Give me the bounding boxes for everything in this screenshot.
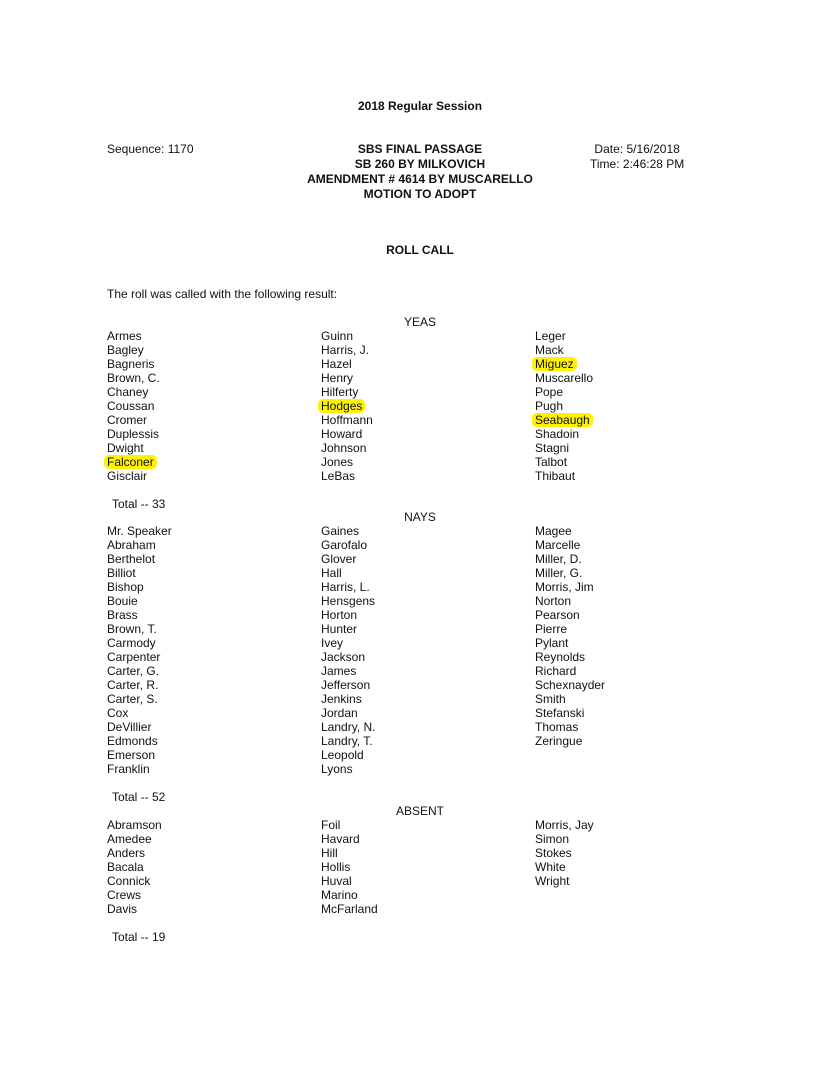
legislator-name: Marcelle xyxy=(535,538,581,552)
section-heading: YEAS xyxy=(403,315,436,329)
legislator-name: Bouie xyxy=(107,594,138,608)
legislator-name: Stagni xyxy=(535,441,570,455)
section-total: Total -- 33 xyxy=(112,497,166,511)
legislator-name: Ivey xyxy=(321,636,344,650)
legislator-name: Hunter xyxy=(321,622,358,636)
legislator-name: Talbot xyxy=(535,455,568,469)
name-column xyxy=(321,524,375,776)
legislator-name: Carter, G. xyxy=(107,664,160,678)
legislator-name: Cox xyxy=(107,706,129,720)
legislator-name: Huval xyxy=(321,874,352,888)
legislator-name: Franklin xyxy=(107,762,150,776)
legislator-name: Cromer xyxy=(107,413,148,427)
legislator-name: Gisclair xyxy=(107,469,148,483)
legislator-name: LeBas xyxy=(321,469,356,483)
roll-call-heading: ROLL CALL xyxy=(386,243,454,257)
legislator-name: Duplessis xyxy=(107,427,160,441)
legislator-name: Amedee xyxy=(107,832,152,846)
legislator-name: Leopold xyxy=(321,748,364,762)
date-time xyxy=(590,142,684,172)
legislator-name: Howard xyxy=(321,427,363,441)
legislator-name: Norton xyxy=(535,594,572,608)
name-column xyxy=(321,329,373,483)
legislator-name: Jackson xyxy=(321,650,366,664)
legislator-name: Lyons xyxy=(321,762,353,776)
legislator-name: Wright xyxy=(535,874,570,888)
legislator-name: Guinn xyxy=(321,329,354,343)
legislator-name: Henry xyxy=(321,371,354,385)
legislator-name: Richard xyxy=(535,664,577,678)
legislator-name: Thibaut xyxy=(535,469,576,483)
legislator-name: Berthelot xyxy=(107,552,156,566)
legislator-name: Brass xyxy=(107,608,138,622)
legislator-name: Bacala xyxy=(107,860,144,874)
legislator-name: Jordan xyxy=(321,706,358,720)
legislator-name: DeVillier xyxy=(107,720,152,734)
legislator-name: Emerson xyxy=(107,748,156,762)
legislator-name: Hodges xyxy=(318,399,365,413)
legislator-name: Bishop xyxy=(107,580,144,594)
legislator-name: Garofalo xyxy=(321,538,368,552)
legislator-name: Armes xyxy=(107,329,142,343)
legislator-name: Harris, L. xyxy=(321,580,370,594)
session-title: 2018 Regular Session xyxy=(357,99,483,113)
legislator-name: Davis xyxy=(107,902,138,916)
legislator-name: Stefanski xyxy=(535,706,585,720)
legislator-name: Stokes xyxy=(535,846,572,860)
vote-section-nays xyxy=(0,510,840,804)
legislator-name: Glover xyxy=(321,552,357,566)
name-column xyxy=(107,524,172,776)
section-total: Total -- 52 xyxy=(112,790,166,804)
legislator-name: Jones xyxy=(321,455,354,469)
legislator-name: James xyxy=(321,664,357,678)
name-column xyxy=(321,818,378,916)
legislator-name: Landry, N. xyxy=(321,720,376,734)
intro-text: The roll was called with the following result: xyxy=(107,287,338,301)
legislator-name: Thomas xyxy=(535,720,579,734)
legislator-name: Pugh xyxy=(535,399,564,413)
legislator-name: Leger xyxy=(535,329,566,343)
name-column xyxy=(535,524,605,748)
legislator-name: Chaney xyxy=(107,385,149,399)
legislator-name: Johnson xyxy=(321,441,367,455)
legislator-name: Hensgens xyxy=(321,594,376,608)
legislator-name: Jenkins xyxy=(321,692,362,706)
legislator-name: Morris, Jim xyxy=(535,580,594,594)
legislator-name: Marino xyxy=(321,888,358,902)
legislator-name: Carter, S. xyxy=(107,692,158,706)
legislator-name: Pearson xyxy=(535,608,580,622)
legislator-name: Zeringue xyxy=(535,734,583,748)
name-column xyxy=(107,329,160,483)
legislator-name: Carter, R. xyxy=(107,678,159,692)
legislator-name: Anders xyxy=(107,846,146,860)
legislator-name: Abramson xyxy=(107,818,162,832)
legislator-name: Miller, G. xyxy=(535,566,583,580)
legislator-name: Muscarello xyxy=(535,371,594,385)
legislator-name: Falconer xyxy=(104,455,157,469)
legislator-name: Shadoin xyxy=(535,427,580,441)
section-heading: ABSENT xyxy=(395,804,444,818)
legislator-name: Mack xyxy=(535,343,564,357)
legislator-name: Hollis xyxy=(321,860,351,874)
name-column xyxy=(535,818,594,888)
legislator-name: Crews xyxy=(107,888,142,902)
legislator-name: Pierre xyxy=(535,622,568,636)
motion-line: SB 260 BY MILKOVICH xyxy=(354,157,486,171)
legislator-name: Havard xyxy=(321,832,360,846)
legislator-name: Simon xyxy=(535,832,570,846)
motion-line: MOTION TO ADOPT xyxy=(363,187,477,201)
legislator-name: Billiot xyxy=(107,566,136,580)
legislator-name: Brown, T. xyxy=(107,622,157,636)
section-heading: NAYS xyxy=(404,510,436,524)
legislator-name: Seabaugh xyxy=(532,413,593,427)
legislator-name: Abraham xyxy=(107,538,156,552)
legislator-name: Bagneris xyxy=(107,357,155,371)
legislator-name: Dwight xyxy=(107,441,144,455)
legislator-name: Hazel xyxy=(321,357,352,371)
legislator-name: Carmody xyxy=(107,636,156,650)
legislator-name: Landry, T. xyxy=(321,734,373,748)
vote-date: Date: 5/16/2018 xyxy=(594,142,680,156)
legislator-name: Miller, D. xyxy=(535,552,582,566)
legislator-name: Harris, J. xyxy=(321,343,369,357)
sequence-number: Sequence: 1170 xyxy=(107,142,194,156)
legislator-name: Morris, Jay xyxy=(535,818,594,832)
name-column xyxy=(535,329,593,483)
legislator-name: Brown, C. xyxy=(107,371,160,385)
legislator-name: Reynolds xyxy=(535,650,586,664)
section-total: Total -- 19 xyxy=(112,930,166,944)
legislator-name: Pope xyxy=(535,385,564,399)
legislator-name: Smith xyxy=(535,692,566,706)
name-column xyxy=(107,818,162,916)
legislator-name: Edmonds xyxy=(107,734,158,748)
legislator-name: Miguez xyxy=(532,357,577,371)
legislator-name: Coussan xyxy=(107,399,155,413)
legislator-name: Bagley xyxy=(107,343,144,357)
legislator-name: Mr. Speaker xyxy=(107,524,172,538)
motion-description xyxy=(0,142,840,202)
legislator-name: Carpenter xyxy=(107,650,161,664)
legislator-name: Hill xyxy=(321,846,338,860)
legislator-name: Hall xyxy=(321,566,342,580)
legislator-name: Pylant xyxy=(535,636,569,650)
legislator-name: Foil xyxy=(321,818,341,832)
legislator-name: Hoffmann xyxy=(321,413,373,427)
vote-time: Time: 2:46:28 PM xyxy=(590,157,685,171)
legislator-name: Jefferson xyxy=(321,678,371,692)
vote-section-yeas xyxy=(0,315,840,511)
legislator-name: McFarland xyxy=(321,902,378,916)
vote-section-absent xyxy=(0,804,840,944)
legislator-name: Magee xyxy=(535,524,572,538)
legislator-name: Connick xyxy=(107,874,151,888)
motion-line: AMENDMENT # 4614 BY MUSCARELLO xyxy=(307,172,533,186)
legislator-name: Horton xyxy=(321,608,358,622)
legislator-name: Gaines xyxy=(321,524,360,538)
legislator-name: White xyxy=(535,860,566,874)
legislator-name: Schexnayder xyxy=(535,678,606,692)
legislator-name: Hilferty xyxy=(321,385,359,399)
motion-line: SBS FINAL PASSAGE xyxy=(357,142,483,156)
